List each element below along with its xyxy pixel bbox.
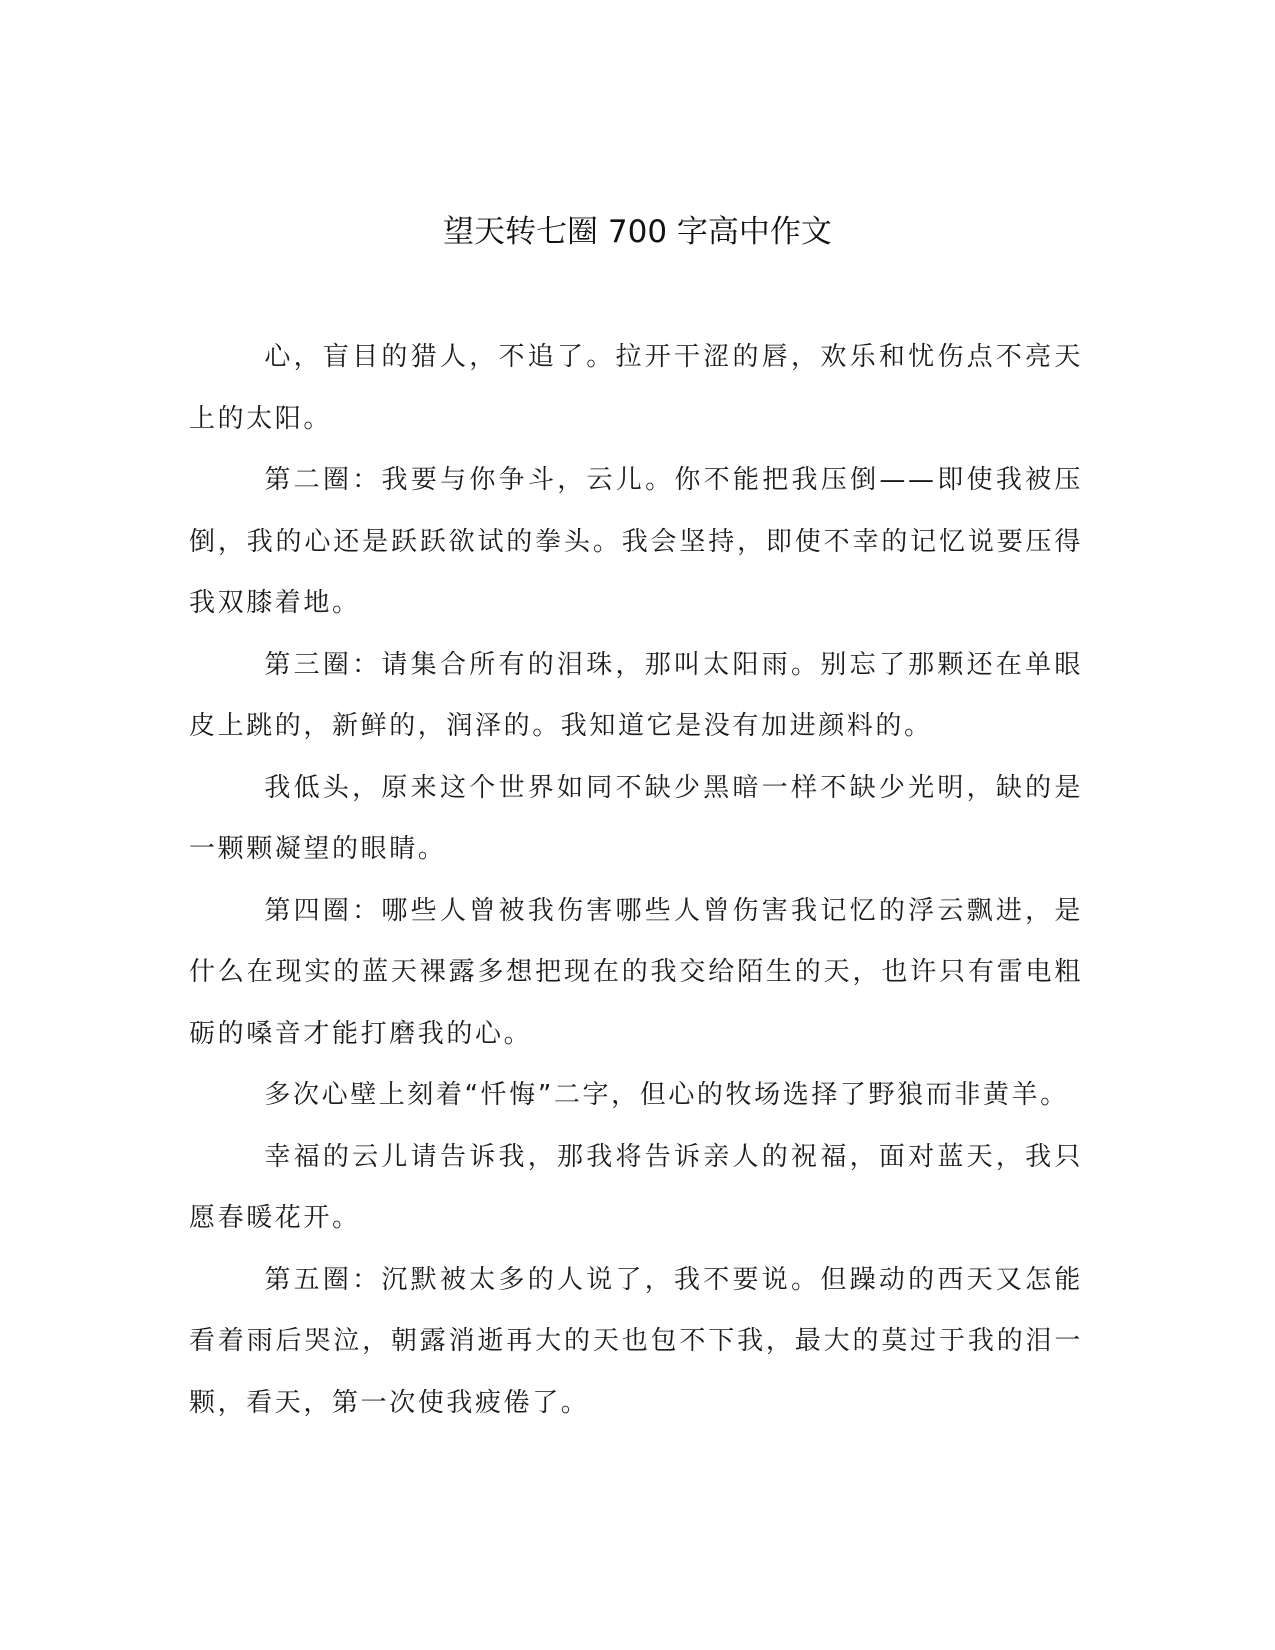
paragraph-6: 多次心壁上刻着“忏悔”二字，但心的牧场选择了野狼而非黄羊。 <box>264 1080 1069 1110</box>
paragraph-2: 第二圈：我要与你争斗，云儿。你不能把我压倒——即使我被压倒，我的心还是跃跃欲试的拳头。我会坚持，即使不幸的记忆说要压得我双膝着地。 <box>189 465 1083 618</box>
paragraph-4: 我低头，原来这个世界如同不缺少黑暗一样不缺少光明，缺的是一颗颗凝望的眼睛。 <box>189 772 1083 864</box>
paragraph-1: 心，盲目的猎人，不追了。拉开干涩的唇，欢乐和忧伤点不亮天上的太阳。 <box>189 342 1083 434</box>
paragraph-8: 第五圈：沉默被太多的人说了，我不要说。但躁动的西天又怎能看着雨后哭泣，朝露消逝再大的天也包不下我，最大的莫过于我的泪一颗，看天，第一次使我疲倦了。 <box>189 1264 1083 1418</box>
paragraph-7: 幸福的云儿请告诉我，那我将告诉亲人的祝福，面对蓝天，我只愿春暖花开。 <box>189 1141 1083 1233</box>
document-body <box>189 327 1083 1434</box>
paragraph-5: 第四圈：哪些人曾被我伤害哪些人曾伤害我记忆的浮云飘进，是什么在现实的蓝天裸露多想把现在的我交给陌生的天，也许只有雷电粗砺的嗓音才能打磨我的心。 <box>189 895 1083 1049</box>
document-title: 望天转七圈 700 字高中作文 <box>443 214 832 250</box>
paragraph-3: 第三圈：请集合所有的泪珠，那叫太阳雨。别忘了那颗还在单眼皮上跳的，新鲜的，润泽的。我知道它是没有加进颜料的。 <box>189 649 1083 741</box>
